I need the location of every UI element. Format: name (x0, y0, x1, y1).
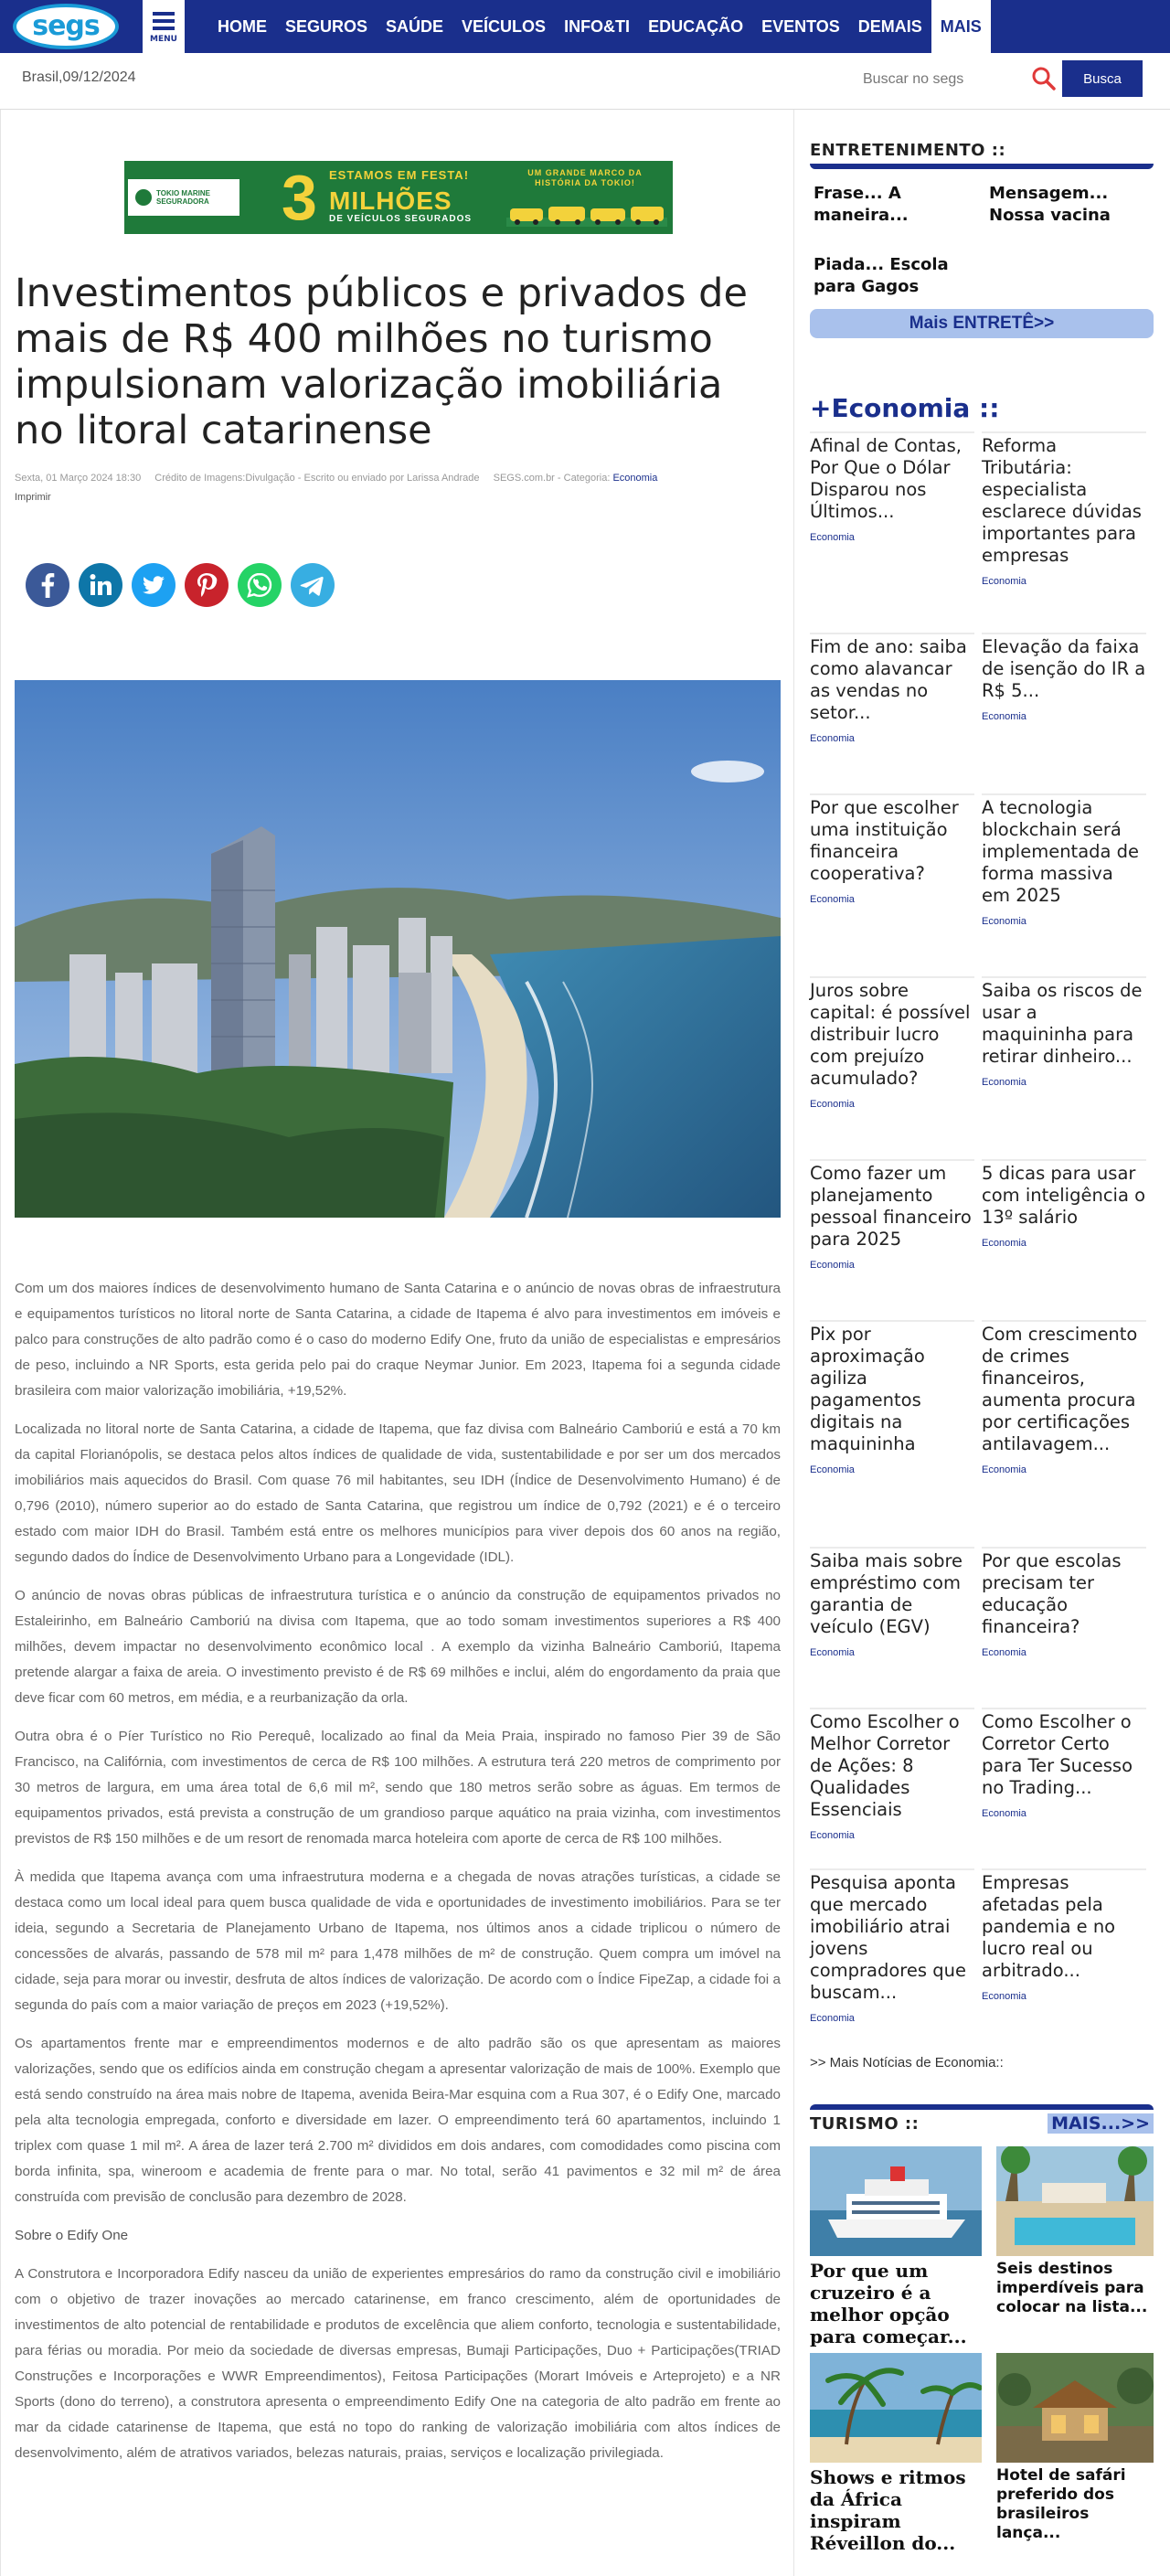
article-paragraph: À medida que Itapema avança com uma infraestrutura moderna e a chegada de novas atrações turísticas, a cidade se destaca como um local ideal para quem busca qualidade de vida e oportunidades de investimento imobiliários. Para se ter ideia, segundo a Secretaria de Planejamento Urbano de Itapema, nos últimos anos a cidade triplicou o número de concessões de alvarás, passando de 578 mil m² para 1,478 milhões de m² de construção. Quem compra um imóvel na cidade, seja para morar ou investir, desfruta de altos índices de valorização. De acordo com o Índice FipeZap, a cidade foi a segunda do país com a maior variação de preços em 2023 (+19,52%). (15, 1869, 781, 2013)
economia-item-tag[interactable]: Economia (982, 916, 1026, 927)
economia-item-tag[interactable]: Economia (982, 1991, 1026, 2002)
banner-cars-illustration (506, 199, 667, 227)
banner-logo-line2: SEGURADORA (156, 197, 209, 206)
article-paragraph: Localizada no litoral norte de Santa Catarina, a cidade de Itapema, que faz divisa com Balneário Camboriú e está a 70 km da capital Florianópolis, se destaca pelos altos índices de qualidade de vida, sustentabilidade e por ser um dos mercados imobiliários mais aquecidos do Brasil. Com quase 76 mil habitantes, seu IDH (Índice de Desenvolvimento Humano) é de 0,796 (2010), número superior ao do estado de Santa Catarina, que registrou um índice de 0,792 (2021) e é o terceiro estado com maior IDH do Brasil. Também está entre os melhores municípios para viver depois dos 60 anos na região, segundo dados do Índice de Desenvolvimento Urbano para a Longevidade (IDL). (15, 1421, 781, 1565)
turismo-card-title[interactable]: Shows e ritmos da África inspiram Réveillon do... (810, 2466, 966, 2554)
article-title: Investimentos públicos e privados de mais de R$ 400 milhões no turismo impulsionam valorização imobiliária no litoral catarinense (15, 271, 748, 453)
economia-item-title[interactable]: Com crescimento de crimes financeiros, aumenta procura por certificações antilavagem... (982, 1324, 1138, 1454)
article-source: SEGS.com.br - Categoria: (493, 473, 611, 484)
economia-item-title[interactable]: Saiba mais sobre empréstimo com garantia de veículo (EGV) (810, 1550, 963, 1637)
section-rule (810, 164, 1154, 169)
entretenimento-item[interactable]: Piada... Escola para Gagos (814, 255, 949, 296)
nav-items (208, 0, 991, 53)
banner-top-text: ESTAMOS EM FESTA! (329, 168, 470, 182)
item-rule (982, 431, 1146, 433)
turismo-card[interactable] (996, 2353, 1154, 2543)
item-rule (810, 633, 974, 634)
turismo-card-title[interactable]: Hotel de safári preferido dos brasileiros lança... (996, 2466, 1126, 2542)
item-rule (982, 633, 1146, 634)
facebook-icon[interactable] (26, 563, 69, 607)
economia-item-title[interactable]: Pesquisa aponta que mercado imobiliário atrai jovens compradores que buscam... (810, 1872, 966, 2003)
economia-item-tag[interactable]: Economia (810, 1099, 855, 1110)
economia-item-tag[interactable]: Economia (982, 576, 1026, 587)
economia-item[interactable] (982, 1159, 1146, 1249)
turismo-header (810, 2104, 1154, 2134)
economia-item-title[interactable]: Elevação da faixa de isenção do IR a R$ 5... (982, 636, 1146, 701)
nav-item-demais[interactable]: DEMAIS (857, 17, 922, 36)
item-rule (982, 1868, 1146, 1870)
item-rule (810, 431, 974, 433)
current-date: Brasil,09/12/2024 (22, 69, 136, 85)
article-hero-image (15, 680, 781, 1218)
economia-item-title[interactable]: Como Escolher o Corretor Certo para Ter Sucesso no Trading... (982, 1711, 1133, 1798)
economia-item-title[interactable]: Saiba os riscos de usar a maquininha para retirar dinheiro... (982, 980, 1143, 1067)
banner-logo (128, 179, 239, 216)
economia-item[interactable] (810, 1708, 974, 1841)
tokio-marine-logo-icon (135, 189, 152, 206)
site-logo[interactable] (13, 4, 119, 49)
economia-item[interactable] (982, 1320, 1146, 1475)
economia-item-title[interactable]: Como Escolher o Melhor Corretor de Ações: 8 Qualidades Essenciais (810, 1711, 960, 1820)
item-rule (810, 1708, 974, 1709)
section-rule (810, 2104, 1154, 2110)
page-left-border (0, 110, 1, 2576)
turismo-title-row (810, 2113, 1154, 2134)
item-rule (810, 1159, 974, 1161)
article-meta (15, 470, 764, 486)
economia-item[interactable] (982, 1547, 1146, 1658)
article-paragraph: Os apartamentos frente mar e empreendimentos modernos e de alto padrão são os que apresentam as maiores valorizações, sendo que os edifícios ainda em construção chegam a apresentar valorização de mais de 100%. Exemplo que está sendo construído na área mais nobre de Itapema, avenida Beira-Mar esquina com a Rua 307, é o Edify One, marcado pela alta tecnologia empregada, conforto e diversidade em lazer. O empreendimento terá 60 apartamentos, incluindo 1 triplex com quase 1 mil m². A área de lazer terá 2.700 m² divididos em dois andares, com comodidades como piscina com borda infinita, spa, wineroom e academia de frente para o mar. No total, serão 41 pavimentos e 32 mil m² de área construída com previsão de conclusão para dezembro de 2028. (15, 2036, 781, 2205)
item-rule (982, 1320, 1146, 1322)
article-date: Sexta, 01 Março 2024 18:30 (15, 473, 142, 484)
economia-item-title[interactable]: Afinal de Contas, Por Que o Dólar Disparou nos Últimos... (810, 435, 962, 522)
nav-item-seguros[interactable]: SEGUROS (285, 17, 368, 36)
economia-item-tag[interactable]: Economia (810, 733, 855, 744)
economia-item-title[interactable]: 5 dicas para usar com inteligência o 13º salário (982, 1163, 1146, 1228)
mais-noticias-economia-link[interactable]: >> Mais Notícias de Economia:: (810, 2055, 1004, 2070)
economia-item[interactable] (810, 976, 974, 1110)
economia-item-tag[interactable]: Economia (810, 1647, 855, 1658)
economia-item-title[interactable]: Como fazer um planejamento pessoal financeiro para 2025 (810, 1163, 972, 1250)
article-category-link[interactable]: Economia (612, 473, 658, 484)
linkedin-icon[interactable] (79, 563, 122, 607)
nav-item-infoti[interactable]: INFO&TI (564, 17, 631, 36)
economia-item[interactable] (982, 1868, 1146, 2002)
item-rule (982, 976, 1146, 978)
economia-item[interactable] (810, 431, 974, 543)
economia-item-tag[interactable]: Economia (810, 894, 855, 905)
hamburger-icon-bar (153, 27, 175, 30)
economia-item-title[interactable]: Fim de ano: saiba como alavancar as vendas no setor... (810, 636, 967, 723)
banner-mid-text: MILHÕES (329, 186, 452, 215)
advertisement-banner[interactable] (124, 161, 673, 234)
beach-palm-image (810, 2353, 982, 2463)
economia-item[interactable] (982, 431, 1146, 587)
mais-entretenimento-button[interactable]: Mais ENTRETÊ>> (810, 309, 1154, 338)
article-paragraph: A Construtora e Incorporadora Edify nasceu da união de experientes empresários do ramo da construção civil e imobiliário com o objetivo de trazer inovações ao mercado catarinense, em franco crescimento, além de oportunidades de investimentos de alto potencial de rentabilidade e produtos de excelência que aliem conforto, tecnologia e sustentabilidade, para férias ou moradia. Por meio da sociedade de diversas empresas, Bumaji Participações, Duo + Participações(TRIAD Construções e Incorporações e WWR Empreendimentos), Feitosa Participações (Morart Imóveis e Arteprojeto) e a NR Sports (dono do terreno), a construtora apresenta o empreendimento Edify One na categoria de alto padrão em frente ao mar da cidade catarinense de Itapema, que está no topo do ranking de valorização imobiliária com altos índices de desenvolvimento, além de atrativos variados, belezas naturais, praias, serviços e localização privilegiada. (15, 2266, 781, 2461)
item-rule (982, 1708, 1146, 1709)
banner-big-number: 3 (282, 162, 317, 233)
economia-item[interactable] (810, 1159, 974, 1271)
twitter-icon[interactable] (132, 563, 176, 607)
economia-item-tag[interactable]: Economia (810, 1260, 855, 1271)
nav-item-mais[interactable]: MAIS (931, 0, 991, 53)
nav-item-veiculos[interactable]: VEÍCULOS (462, 17, 547, 36)
turismo-card-title[interactable]: Por que um cruzeiro é a melhor opção para começar... (810, 2260, 967, 2347)
item-rule (810, 1868, 974, 1870)
economia-item[interactable] (982, 1708, 1146, 1819)
cruise-ship-image (810, 2146, 982, 2256)
turismo-title: TURISMO :: (810, 2113, 920, 2134)
economia-item-tag[interactable]: Economia (810, 1464, 855, 1475)
item-rule (982, 1547, 1146, 1549)
turismo-card[interactable] (810, 2146, 982, 2347)
economia-item-tag[interactable]: Economia (982, 1238, 1026, 1249)
article-paragraph: O anúncio de novas obras públicas de infraestrutura turística e o anúncio da construção de equipamentos privados no Estaleirinho, em Balneário Camboriú na divisa com Itapema, que ao todo somam investimentos superiores a R$ 400 milhões, devem impactar no desenvolvimento econômico local . A exemplo da vizinha Balneário Camboriú, Itapema pretende alargar a faixa de areia. O investimento previsto é de R$ 69 milhões e inclui, além do engordamento da praia que deve ficar com 60 metros, em média, e a reurbanização da orla. (15, 1588, 781, 1706)
banner-logo-line1: TOKIO MARINE (156, 188, 210, 197)
entretenimento-title: ENTRETENIMENTO :: (810, 141, 1006, 160)
safari-lodge-image (996, 2353, 1154, 2463)
search-icon[interactable] (1031, 66, 1057, 91)
menu-label: MENU (150, 34, 177, 44)
economia-item-title[interactable]: Reforma Tributária: especialista esclarece dúvidas importantes para empresas (982, 435, 1142, 566)
hamburger-icon (153, 12, 175, 16)
economia-item[interactable] (810, 1868, 974, 2024)
menu-button[interactable] (143, 0, 185, 53)
resort-pool-image (996, 2146, 1154, 2256)
telegram-icon[interactable] (291, 563, 335, 607)
economia-item-tag[interactable]: Economia (810, 1830, 855, 1841)
economia-item-title[interactable]: Por que escolas precisam ter educação financeira? (982, 1550, 1122, 1637)
hamburger-icon-bar (153, 19, 175, 23)
article-subheading: Sobre o Edify One (15, 2228, 129, 2243)
economia-item-title[interactable]: Juros sobre capital: é possível distribuir lucro com prejuízo acumulado? (810, 980, 971, 1089)
item-rule (982, 793, 1146, 795)
economia-item-tag[interactable]: Economia (982, 1808, 1026, 1819)
economia-item-tag[interactable]: Economia (810, 532, 855, 543)
turismo-card[interactable] (810, 2353, 982, 2554)
economia-item-tag[interactable]: Economia (982, 1077, 1026, 1088)
article-paragraph: Com um dos maiores índices de desenvolvimento humano de Santa Catarina e o anúncio de novas obras de infraestrutura e equipamentos turísticos no litoral norte de Santa Catarina, a cidade de Itapema é alvo para investimentos em imóveis e palco para construções de alto padrão como é o caso do moderno Edify One, fruto da união de especialistas e empresários de peso, incluindo a NR Sports, esta gerida pelo pai do craque Neymar Junior. Em 2023, Itapema foi a segunda cidade brasileira com maior valorização imobiliária, +19,52%. (15, 1281, 781, 1399)
pinterest-icon[interactable] (185, 563, 229, 607)
economia-item-tag[interactable]: Economia (982, 1464, 1026, 1475)
economia-item-title[interactable]: Pix por aproximação agiliza pagamentos digitais na maquininha (810, 1324, 925, 1454)
article-paragraph: Outra obra é o Píer Turístico no Rio Perequê, localizado ao final da Meia Praia, inspirado no famoso Pier 39 de São Francisco, na Califórnia, com investimentos de cerca de R$ 100 milhões. A estrutura terá 220 metros de comprimento por 30 metros de largura, em uma área total de 6,6 mil m², sendo que 180 metros serão sobre as águas. Em termos de equipamentos privados, está prevista a construção de um grandioso parque aquático na praia vizinha, com investimentos previstos de R$ 150 milhões e de um resort de renomada marca hoteleira com aporte de cerca de R$ 100 milhões. (15, 1729, 781, 1847)
turismo-card-title[interactable]: Seis destinos imperdíveis para colocar na lista... (996, 2260, 1148, 2316)
logo-text: segs (32, 10, 100, 42)
economia-item[interactable] (982, 976, 1146, 1088)
economia-title: +Economia :: (810, 393, 1000, 423)
top-navigation (0, 0, 1170, 53)
banner-sub-text: DE VEÍCULOS SEGURADOS (329, 214, 473, 224)
entretenimento-item[interactable]: Mensagem... Nossa vacina (989, 184, 1111, 225)
search-button[interactable]: Busca (1062, 60, 1143, 97)
nav-item-saude[interactable]: SAÚDE (386, 17, 444, 36)
economia-item[interactable] (982, 793, 1146, 927)
turismo-more-link[interactable]: MAIS...>> (1048, 2113, 1154, 2134)
economia-item[interactable] (982, 633, 1146, 722)
banner-logo-text (156, 189, 210, 206)
article-body (15, 1276, 781, 2479)
item-rule (810, 1547, 974, 1549)
economia-item[interactable] (810, 633, 974, 744)
search-input[interactable] (863, 64, 1024, 95)
share-buttons (26, 563, 344, 607)
nav-item-eventos[interactable]: EVENTOS (761, 17, 840, 36)
print-link[interactable]: Imprimir (15, 492, 51, 503)
economia-item-title[interactable]: A tecnologia blockchain será implementada de forma massiva em 2025 (982, 797, 1140, 906)
entretenimento-header (810, 141, 1154, 169)
economia-item-title[interactable]: Empresas afetadas pela pandemia e no lucro real ou arbitrado... (982, 1872, 1116, 1981)
item-rule (810, 1320, 974, 1322)
economia-item[interactable] (810, 1547, 974, 1658)
banner-right-text: UM GRANDE MARCO DA HISTÓRIA DA TOKIO! (527, 168, 643, 187)
item-rule (810, 976, 974, 978)
nav-item-home[interactable]: HOME (218, 17, 267, 36)
date-search-bar (0, 53, 1170, 110)
economia-item-title[interactable]: Por que escolher uma instituição financeira cooperativa? (810, 797, 959, 884)
whatsapp-icon[interactable] (238, 563, 282, 607)
nav-item-educacao[interactable]: EDUCAÇÃO (648, 17, 744, 36)
economia-item[interactable] (810, 793, 974, 905)
economia-item-tag[interactable]: Economia (810, 2013, 855, 2024)
economia-item-tag[interactable]: Economia (982, 711, 1026, 722)
item-rule (810, 793, 974, 795)
economia-item[interactable] (810, 1320, 974, 1475)
item-rule (982, 1159, 1146, 1161)
economia-item-tag[interactable]: Economia (982, 1647, 1026, 1658)
article-credit: Crédito de Imagens:Divulgação - Escrito ou enviado por Larissa Andrade (154, 473, 480, 484)
turismo-card[interactable] (996, 2146, 1154, 2317)
column-divider (793, 110, 794, 2576)
entretenimento-item[interactable]: Frase... A maneira... (814, 184, 909, 225)
